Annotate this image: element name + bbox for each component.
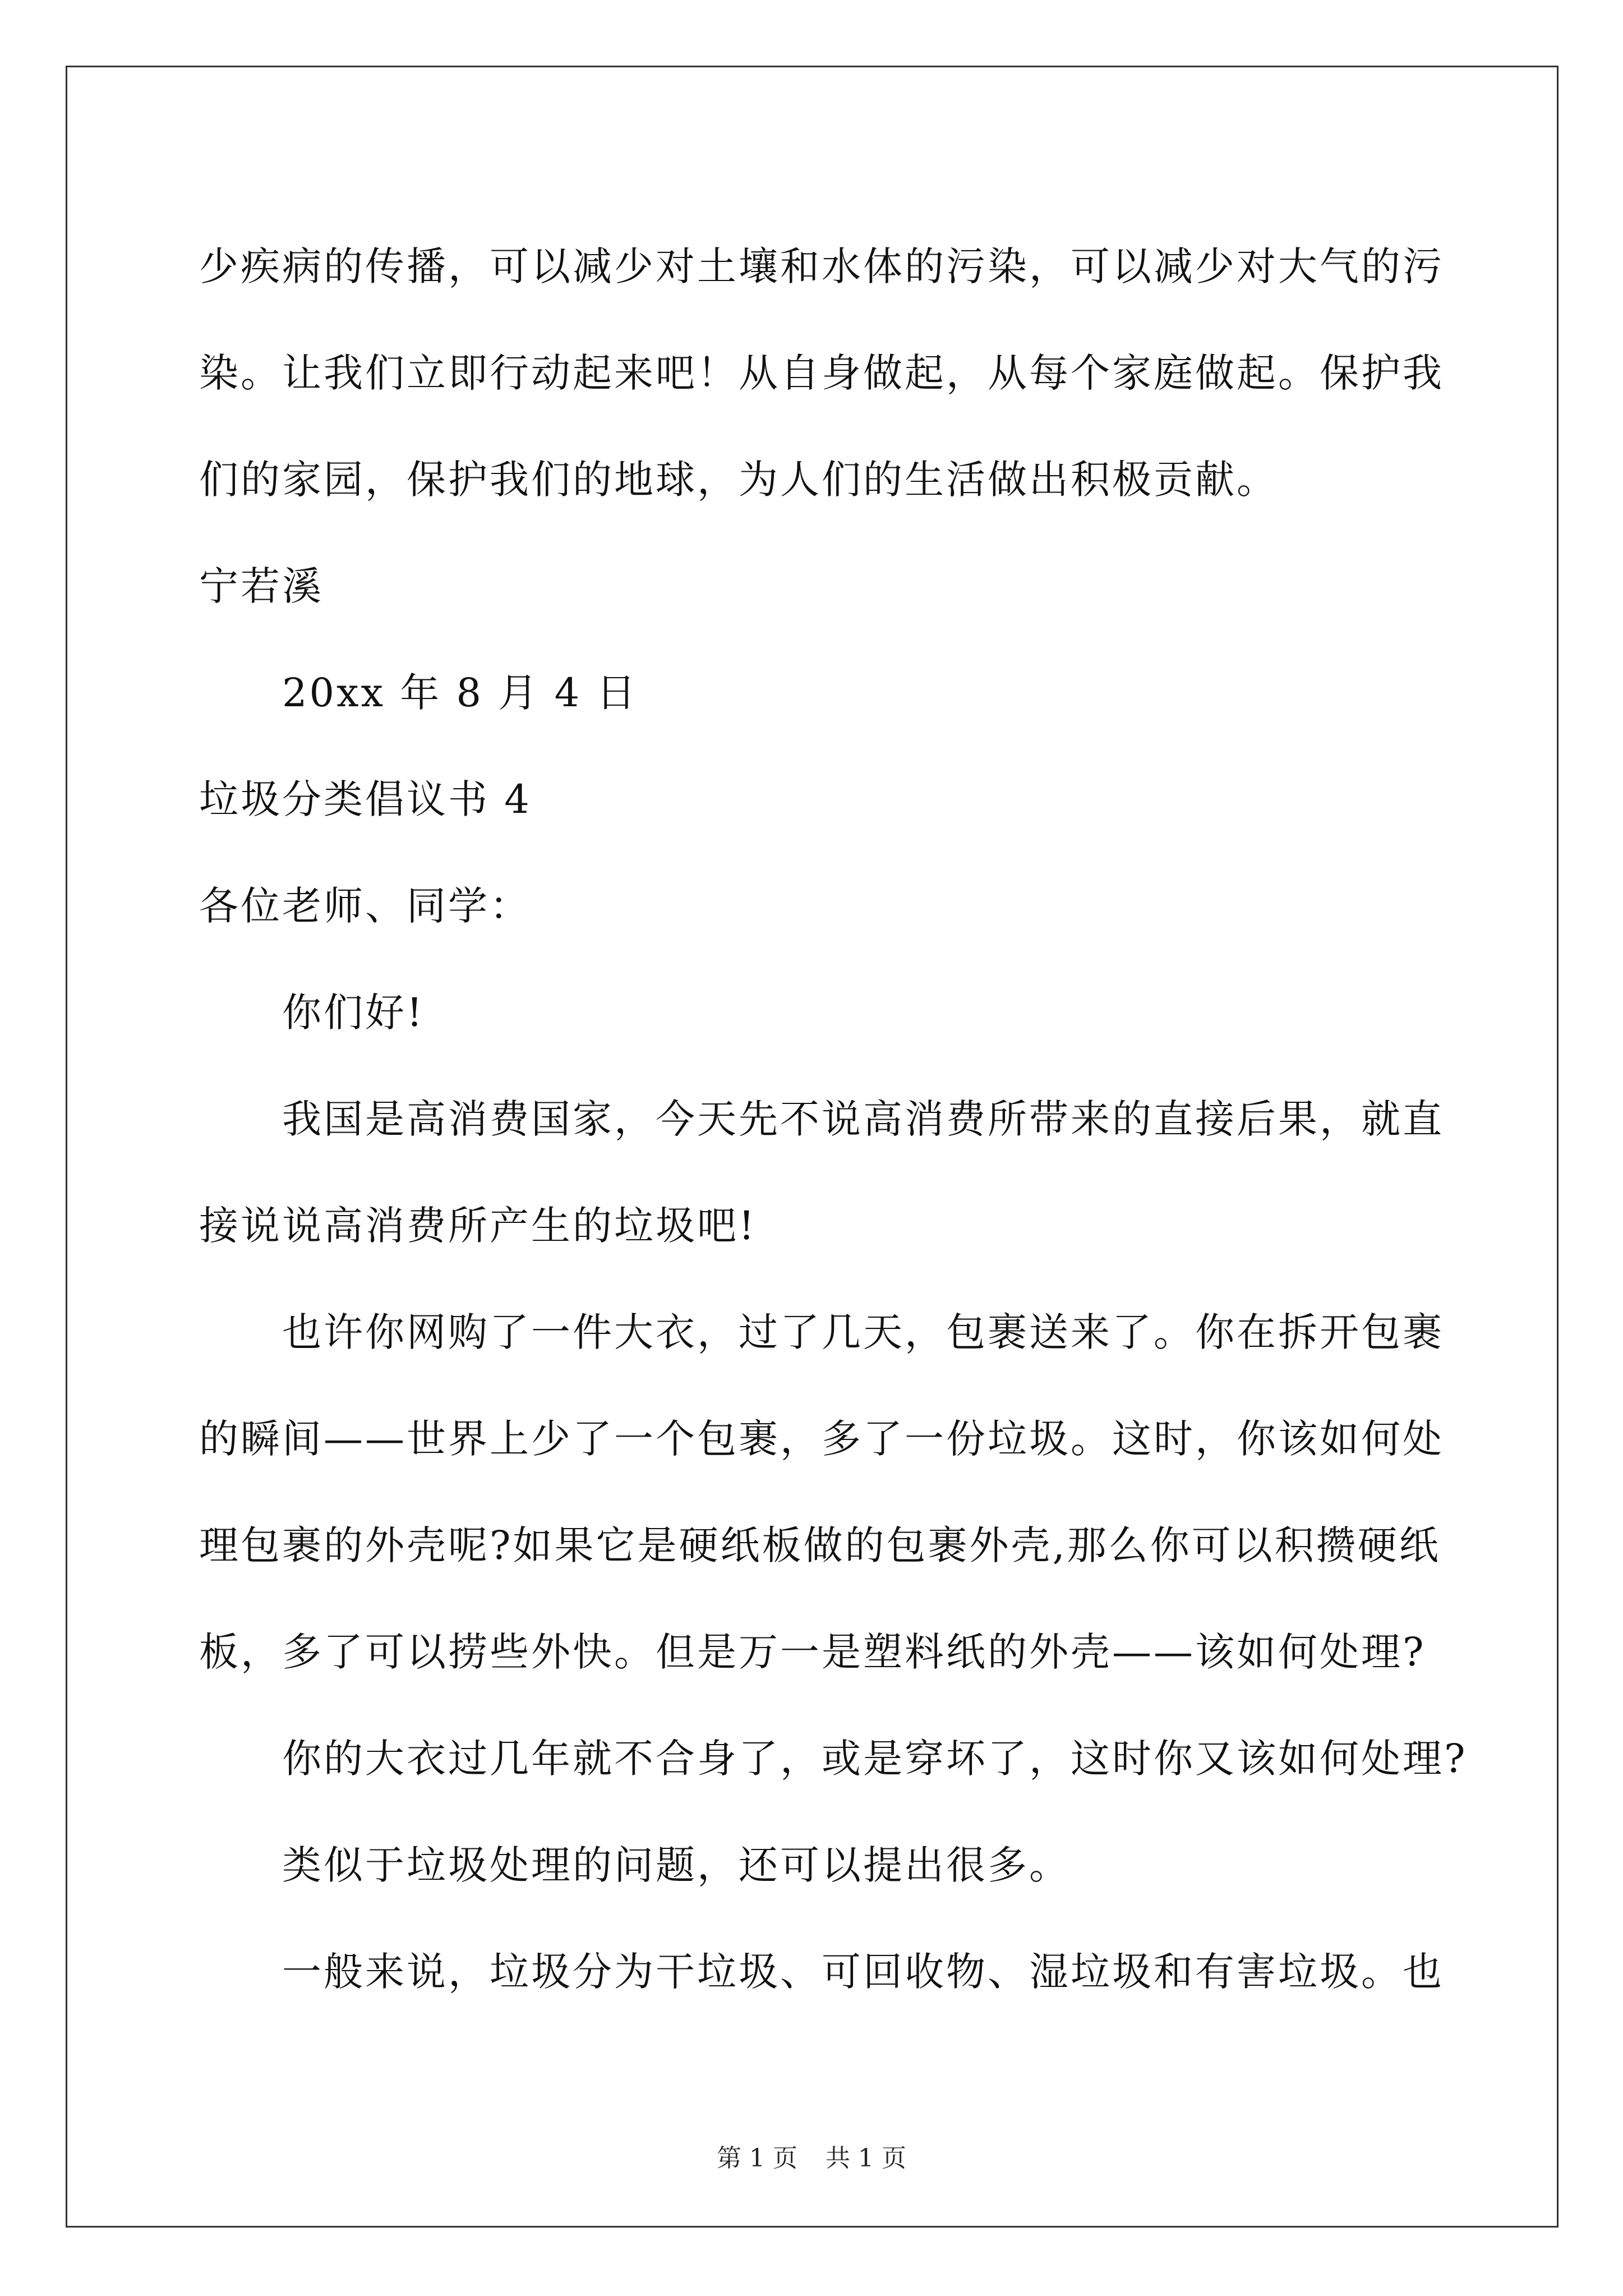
text-line: 一般来说，垃圾分为干垃圾、可回收物、湿垃圾和有害垃圾。也 bbox=[282, 1949, 1444, 1995]
section-heading: 垃圾分类倡议书 4 bbox=[199, 776, 532, 822]
text-line: 少疾病的传播，可以减少对土壤和水体的污染，可以减少对大气的污 bbox=[199, 243, 1444, 289]
text-line: 板，多了可以捞些外快。但是万一是塑料纸的外壳——该如何处理? bbox=[199, 1629, 1426, 1675]
text-line: 接说说高消费所产生的垃圾吧! bbox=[199, 1203, 757, 1249]
text-line: 的瞬间——世界上少了一个包裹，多了一份垃圾。这时，你该如何处 bbox=[199, 1416, 1444, 1462]
page-number-current: 第 1 页 bbox=[717, 2144, 797, 2173]
page-number-total: 共 1 页 bbox=[826, 2144, 906, 2173]
text-line: 你的大衣过几年就不合身了，或是穿坏了，这时你又该如何处理? bbox=[282, 1736, 1468, 1782]
greeting: 你们好! bbox=[282, 990, 425, 1036]
text-line: 我国是高消费国家，今天先不说高消费所带来的直接后果，就直 bbox=[282, 1096, 1444, 1142]
text-line: 染。让我们立即行动起来吧！从自身做起，从每个家庭做起。保护我 bbox=[199, 350, 1444, 396]
signature-name: 宁若溪 bbox=[199, 563, 324, 609]
salutation: 各位老师、同学： bbox=[199, 883, 531, 929]
text-line: 也许你网购了一件大衣，过了几天，包裹送来了。你在拆开包裹 bbox=[282, 1309, 1444, 1355]
text-line: 理包裹的外壳呢?如果它是硬纸板做的包裹外壳,那么你可以积攒硬纸 bbox=[199, 1522, 1441, 1568]
page-footer bbox=[0, 2142, 1623, 2175]
text-line: 类似于垃圾处理的问题，还可以提出很多。 bbox=[282, 1842, 1071, 1888]
document-body bbox=[199, 213, 1468, 2025]
signature-date: 20xx 年 8 月 4 日 bbox=[282, 670, 638, 716]
text-line: 们的家园，保护我们的地球，为人们的生活做出积极贡献。 bbox=[199, 457, 1278, 503]
